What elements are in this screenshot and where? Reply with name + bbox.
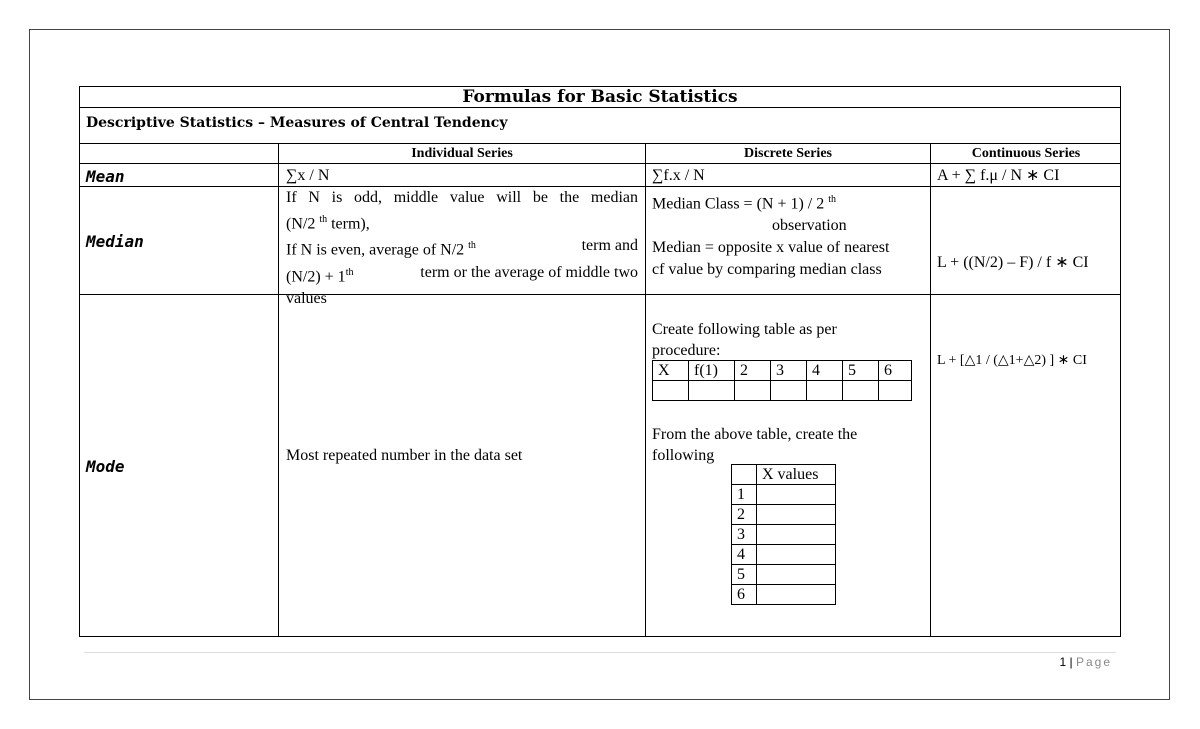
mode-discrete-intro-line: procedure: <box>652 342 721 359</box>
table-cell <box>757 485 836 505</box>
page-footer <box>1059 655 1112 669</box>
column-divider <box>645 144 646 636</box>
median-individual-line: values <box>286 289 327 307</box>
mean-individual-formula: ∑x / N <box>286 167 330 184</box>
mode-discrete-outro-line: following <box>652 447 715 464</box>
table-cell: f(1) <box>689 361 735 381</box>
table-cell: 2 <box>732 505 757 525</box>
median-discrete-text <box>652 189 927 281</box>
table-cell <box>757 525 836 545</box>
mean-continuous-formula: A + ∑ f.μ / N ∗ CI <box>937 167 1060 184</box>
column-divider <box>930 144 931 636</box>
mode-discrete-intro-line: Create following table as per <box>652 321 837 338</box>
footer-divider <box>84 652 1116 653</box>
table-cell: 6 <box>879 361 912 381</box>
median-label: Median <box>86 232 144 251</box>
table-row <box>732 485 836 505</box>
table-cell: 4 <box>807 361 843 381</box>
page-label: Page <box>1075 655 1112 669</box>
median-individual-line: (N/2 $^{th}$ term), <box>286 214 370 233</box>
column-divider <box>278 144 279 636</box>
median-discrete-line: Median = opposite x value of nearest <box>652 239 890 257</box>
header-individual-series: Individual Series <box>411 146 513 161</box>
header-continuous-series: Continuous Series <box>971 146 1081 161</box>
table-cell: 3 <box>771 361 807 381</box>
table-row <box>732 505 836 525</box>
table-cell <box>757 585 836 605</box>
mean-label: Mean <box>86 167 125 186</box>
table-cell <box>807 381 843 401</box>
median-discrete-line: observation <box>772 217 847 235</box>
table-cell: 5 <box>732 565 757 585</box>
table-cell: X values <box>757 465 836 485</box>
median-discrete-line: Median Class = (N + 1) / 2 $^{th}$ <box>652 194 837 213</box>
table-row <box>732 585 836 605</box>
mode-continuous-formula: L + [△1 / (△1+△2) ] ∗ CI <box>937 353 1087 368</box>
mode-discrete-intro <box>652 319 837 361</box>
frequency-table-empty-row <box>653 381 912 401</box>
table-cell <box>735 381 771 401</box>
median-discrete-line: cf value by comparing median class <box>652 261 882 279</box>
table-cell: 1 <box>732 485 757 505</box>
table-row <box>732 525 836 545</box>
x-values-header-row <box>732 465 836 485</box>
page-title: Formulas for Basic Statistics <box>462 87 738 107</box>
mean-discrete-formula: ∑f.x / N <box>652 167 705 184</box>
table-cell: 6 <box>732 585 757 605</box>
table-cell <box>757 545 836 565</box>
table-cell <box>879 381 912 401</box>
frequency-table <box>652 360 912 401</box>
mode-discrete-outro-line: From the above table, create the <box>652 426 858 443</box>
table-cell <box>843 381 879 401</box>
table-cell <box>757 565 836 585</box>
formulas-table <box>79 86 1121 637</box>
x-values-table <box>731 464 836 605</box>
table-cell <box>653 381 689 401</box>
footer-separator: | <box>1066 655 1076 669</box>
frequency-table-header-row <box>653 361 912 381</box>
mode-discrete-outro <box>652 424 857 466</box>
median-individual-line: (N/2) + 1th term or the average of middle two <box>286 263 638 285</box>
header-discrete-series: Discrete Series <box>744 146 832 161</box>
median-individual-line: If N is odd, middle value will be the median <box>286 189 638 206</box>
mode-label: Mode <box>86 457 125 476</box>
mode-individual-text: Most repeated number in the data set <box>286 447 523 464</box>
table-cell: 5 <box>843 361 879 381</box>
table-cell: 4 <box>732 545 757 565</box>
section-subtitle: Descriptive Statistics – Measures of Central Tendency <box>86 115 508 131</box>
table-cell <box>689 381 735 401</box>
table-cell <box>732 465 757 485</box>
table-cell: X <box>653 361 689 381</box>
table-cell: 3 <box>732 525 757 545</box>
median-continuous-formula: L + ((N/2) – F) / f ∗ CI <box>937 254 1089 271</box>
table-cell: 2 <box>735 361 771 381</box>
table-row <box>732 545 836 565</box>
page-number: 1 <box>1059 655 1067 669</box>
table-row <box>732 565 836 585</box>
median-individual-line: If N is even, average of N/2 $^{th}$ term and <box>286 237 638 259</box>
table-cell <box>757 505 836 525</box>
median-individual-text <box>286 187 638 310</box>
table-cell <box>771 381 807 401</box>
